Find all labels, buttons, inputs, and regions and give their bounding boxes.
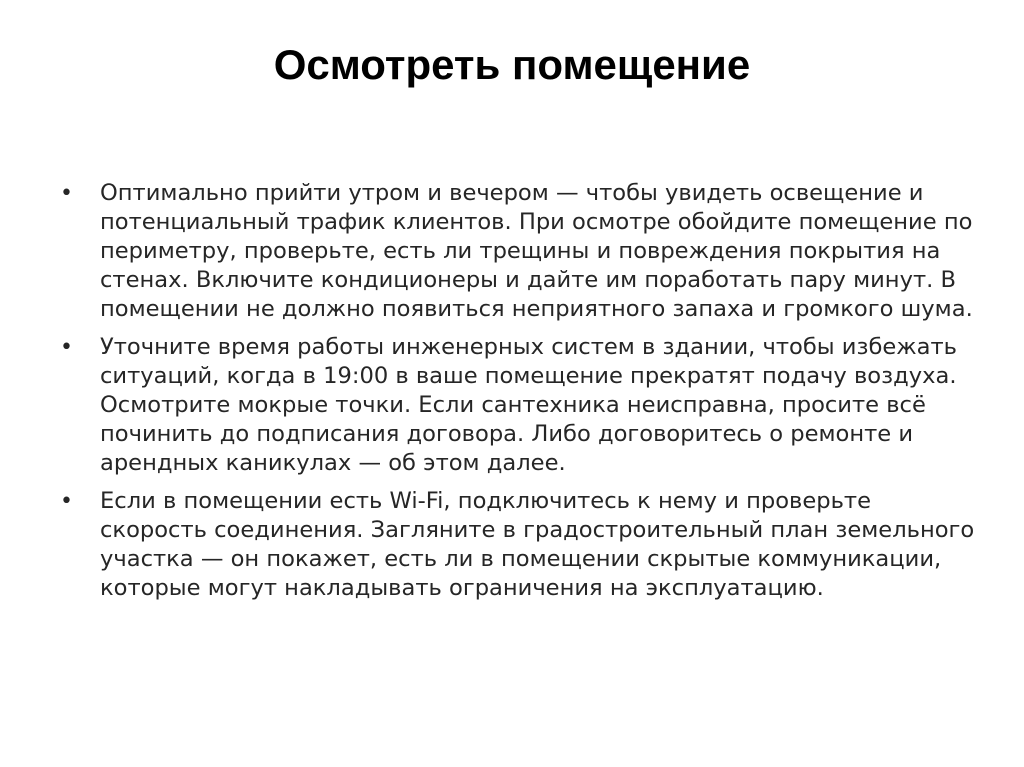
bullet-text: Если в помещении есть Wi-Fi, подключитесь к нему и проверьте скорость соединения. Загляните в градостроительный план земельного участка — он покажет, есть ли в помещении скрытые коммуникации, которые могут накладывать ограничения на эксплуатацию. (100, 488, 975, 601)
bullet-dot-icon: • (60, 181, 73, 206)
slide-title: Осмотреть помещение (273, 41, 751, 88)
bullet-dot-icon: • (60, 335, 73, 360)
bullet-item (58, 333, 978, 478)
bullet-text: Оптимально прийти утром и вечером — чтобы увидеть освещение и потенциальный трафик клиентов. При осмотре обойдите помещение по периметру, проверьте, есть ли трещины и повреждения покрытия на стенах. Включите кондиционеры и дайте им поработать пару минут. В помещении не должно появиться неприятного запаха и громкого шума. (100, 180, 973, 322)
bullet-dot-icon: • (60, 489, 73, 514)
bullet-text: Уточните время работы инженерных систем в здании, чтобы избежать ситуаций, когда в 19:00 в ваше помещение прекратят подачу воздуха. Осмотрите мокрые точки. Если сантехника неисправна, просите всё починить до подписания договора. Либо договоритесь о ремонте и арендных каникулах — об этом далее. (100, 334, 957, 476)
bullet-item (58, 179, 978, 324)
bullet-item (58, 487, 978, 603)
bullet-list (58, 179, 978, 612)
